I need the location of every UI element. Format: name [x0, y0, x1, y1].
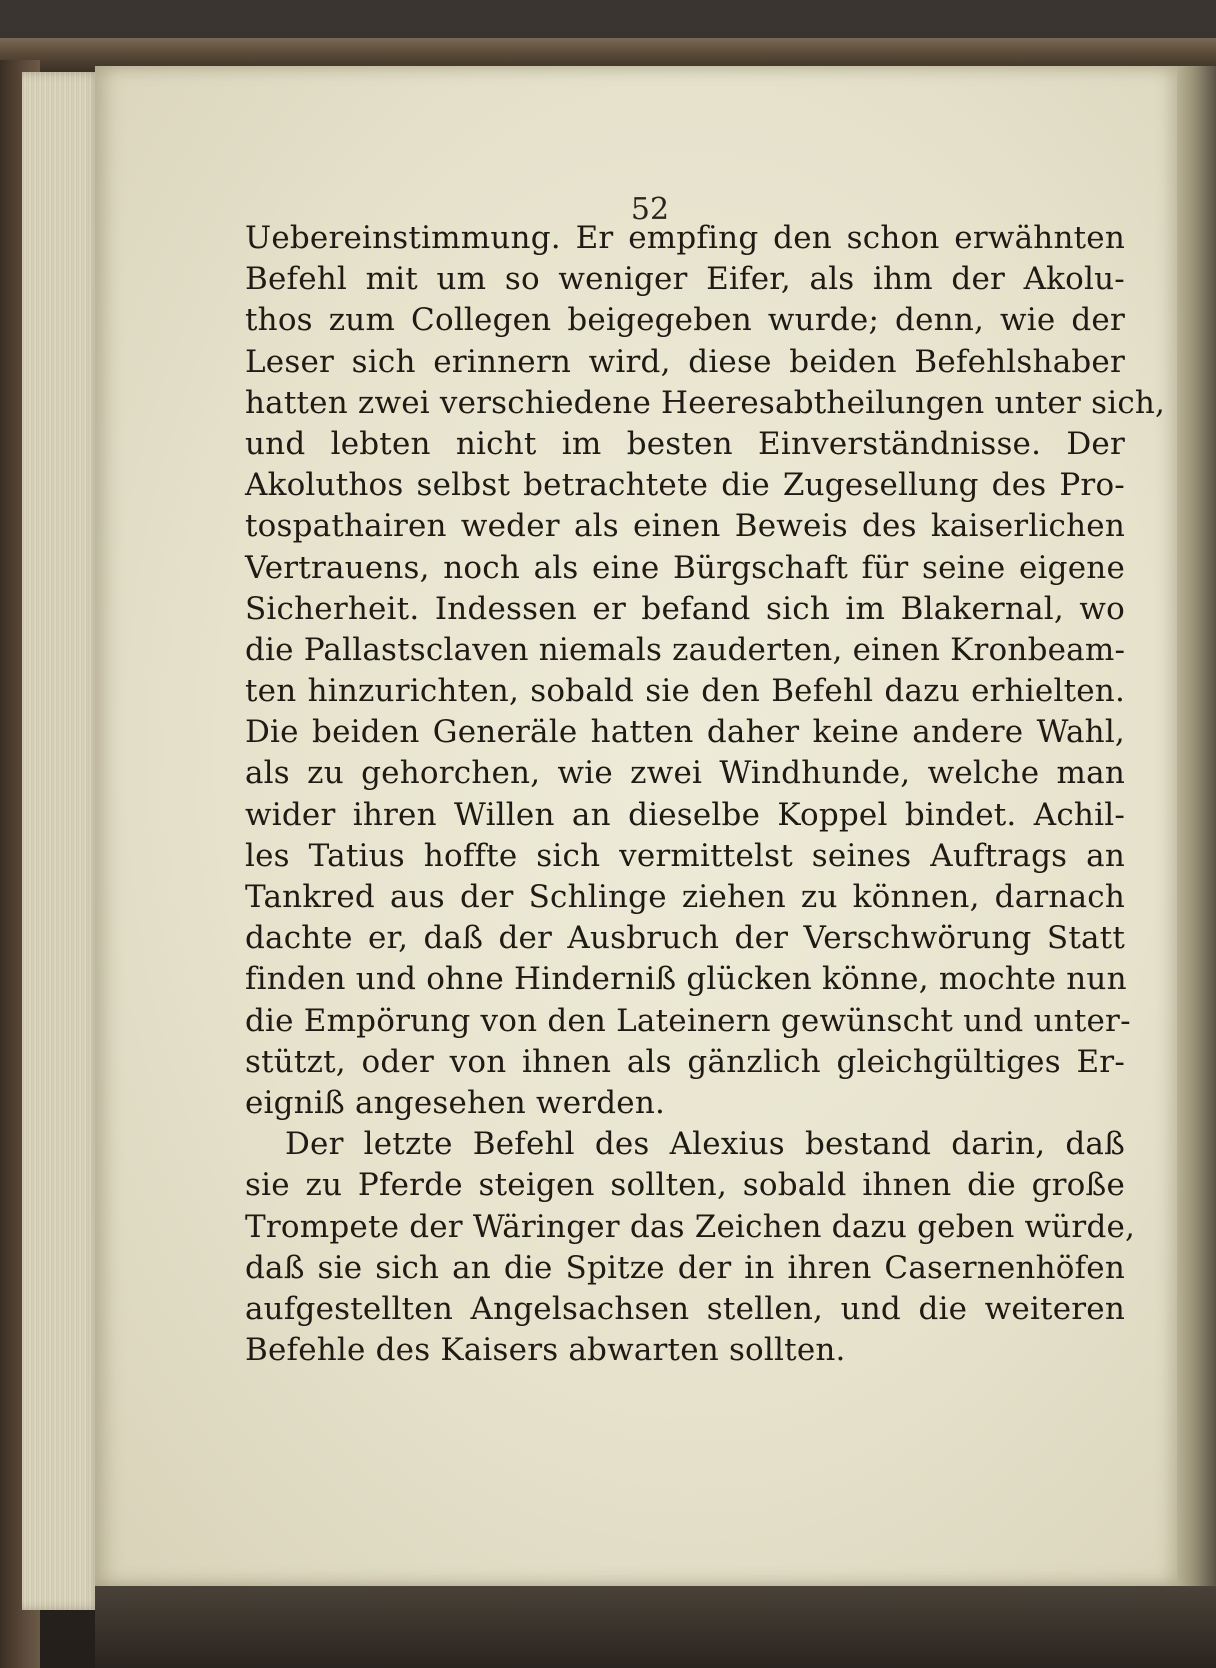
- text-line: Akoluthos selbst betrachtete die Zugesellung des Pro-: [245, 467, 1125, 504]
- text-line: eigniß angesehen werden.: [245, 1084, 666, 1121]
- text-line: finden und ohne Hinderniß glücken könne, mochte nun: [245, 961, 1127, 998]
- page-edges: [22, 72, 102, 1610]
- text-line: Vertrauens, noch als eine Bürgschaft für seine eigene: [245, 549, 1125, 586]
- text-line: aufgestellten Angelsachsen stellen, und die weiteren: [245, 1290, 1125, 1327]
- text-line: ten hinzurichten, sobald sie den Befehl dazu erhielten.: [245, 673, 1125, 710]
- page-number: 52: [630, 192, 670, 227]
- text-line: daß sie sich an die Spitze der in ihren Casernenhöfen: [245, 1249, 1125, 1286]
- text-line: als zu gehorchen, wie zwei Windhunde, welche man: [245, 755, 1125, 792]
- text-line: Die beiden Generäle hatten daher keine andere Wahl,: [245, 714, 1125, 751]
- text-line: Leser sich erinnern wird, diese beiden Befehlshaber: [245, 343, 1125, 380]
- text-line: Trompete der Wäringer das Zeichen dazu geben würde,: [245, 1208, 1136, 1245]
- text-line: Uebereinstimmung. Er empfing den schon erwähnten: [245, 220, 1125, 256]
- text-line: tospathairen weder als einen Beweis des kaiserlichen: [245, 508, 1125, 545]
- text-line: hatten zwei verschiedene Heeresabtheilungen unter sich,: [245, 384, 1166, 421]
- text-line: Tankred aus der Schlinge ziehen zu können, darnach: [245, 879, 1125, 915]
- book-bottom-edge: [95, 1586, 1216, 1668]
- text-line: Befehle des Kaisers abwarten sollten.: [245, 1332, 846, 1369]
- text-line: und lebten nicht im besten Einverständnisse. Der: [245, 425, 1125, 462]
- text-line: Befehl mit um so weniger Eifer, als ihm der Akolu-: [245, 261, 1125, 298]
- text-line: die Empörung von den Lateinern gewünscht und unter-: [245, 1002, 1131, 1039]
- text-line: stützt, oder von ihnen als gänzlich gleichgültiges Er-: [245, 1043, 1125, 1080]
- text-line: Sicherheit. Indessen er befand sich im Blakernal, wo: [245, 590, 1125, 627]
- text-line: Der letzte Befehl des Alexius bestand darin, daß: [285, 1126, 1125, 1163]
- text-line: thos zum Collegen beigegeben wurde; denn, wie der: [245, 302, 1125, 339]
- text-line: die Pallastsclaven niemals zauderten, einen Kronbeam-: [245, 631, 1126, 668]
- text-line: sie zu Pferde steigen sollten, sobald ihnen die große: [245, 1167, 1125, 1204]
- text-line: dachte er, daß der Ausbruch der Verschwörung Statt: [245, 920, 1125, 957]
- text-line: wider ihren Willen an dieselbe Koppel bindet. Achil-: [245, 796, 1125, 833]
- text-line: les Tatius hoffte sich vermittelst seines Auftrags an: [245, 837, 1125, 874]
- text-lines: [245, 218, 1166, 1371]
- book-gutter-right: [1177, 66, 1216, 1586]
